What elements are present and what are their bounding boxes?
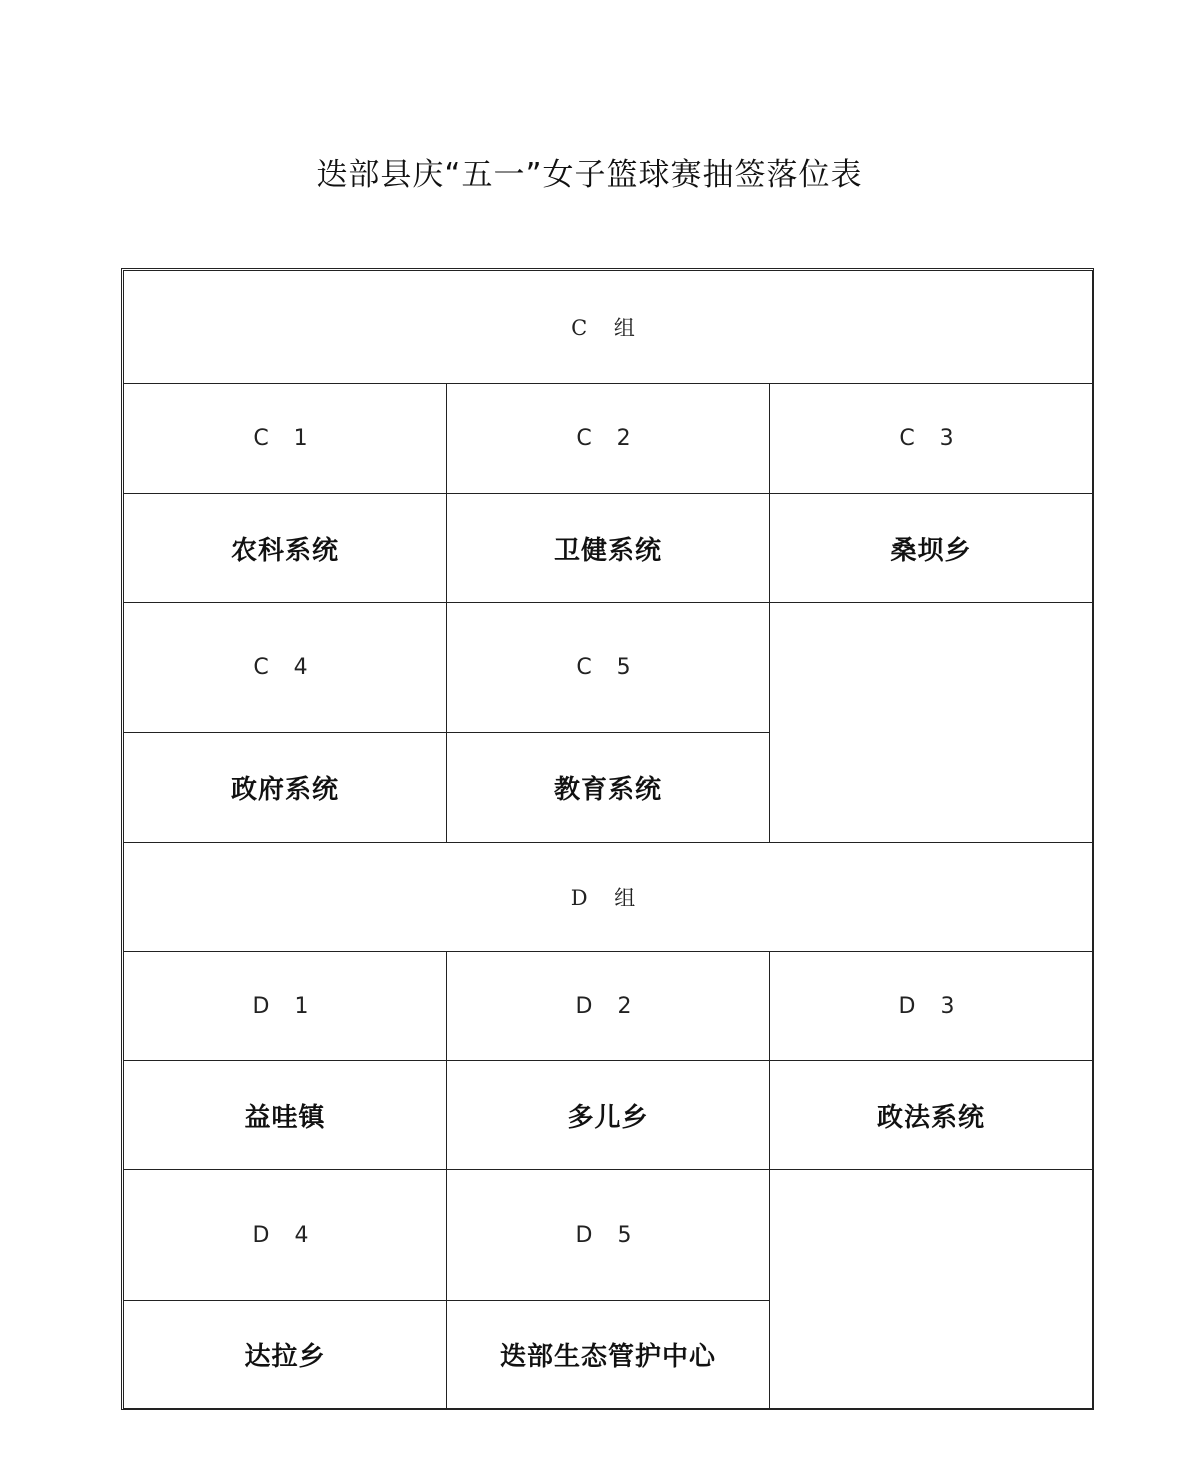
team-d5: 迭部生态管护中心: [447, 1301, 770, 1409]
team-d1: 益哇镇: [124, 1061, 447, 1170]
team-d4: 达拉乡: [124, 1301, 447, 1409]
team-d2: 多儿乡: [447, 1061, 770, 1170]
position-c4: C 4: [124, 603, 447, 733]
team-c1: 农科系统: [124, 494, 447, 603]
team-c4: 政府系统: [124, 733, 447, 843]
position-d2: D 2: [447, 952, 770, 1061]
table-row: [124, 1170, 1093, 1301]
position-d5: D 5: [447, 1170, 770, 1301]
position-c1: C 1: [124, 384, 447, 494]
table-row: [124, 271, 1093, 384]
page-title: 迭部县庆“五一”女子篮球赛抽签落位表: [316, 157, 863, 193]
team-d3: 政法系统: [770, 1061, 1093, 1170]
group-c-header: C 组: [124, 271, 1093, 384]
position-c3: C 3: [770, 384, 1093, 494]
table-row: [124, 1061, 1093, 1170]
table-row: [124, 494, 1093, 603]
position-c5: C 5: [447, 603, 770, 733]
table-row: [124, 603, 1093, 733]
team-c2: 卫健系统: [447, 494, 770, 603]
team-c5: 教育系统: [447, 733, 770, 843]
team-c3: 桑坝乡: [770, 494, 1093, 603]
draw-table: [123, 270, 1093, 1409]
empty-cell-c: [770, 603, 1093, 843]
empty-cell-d: [770, 1170, 1093, 1409]
table-row: [124, 384, 1093, 494]
position-c2: C 2: [447, 384, 770, 494]
position-d4: D 4: [124, 1170, 447, 1301]
group-d-header: D 组: [124, 843, 1093, 952]
position-d3: D 3: [770, 952, 1093, 1061]
table-row: [124, 843, 1093, 952]
position-d1: D 1: [124, 952, 447, 1061]
table-row: [124, 952, 1093, 1061]
